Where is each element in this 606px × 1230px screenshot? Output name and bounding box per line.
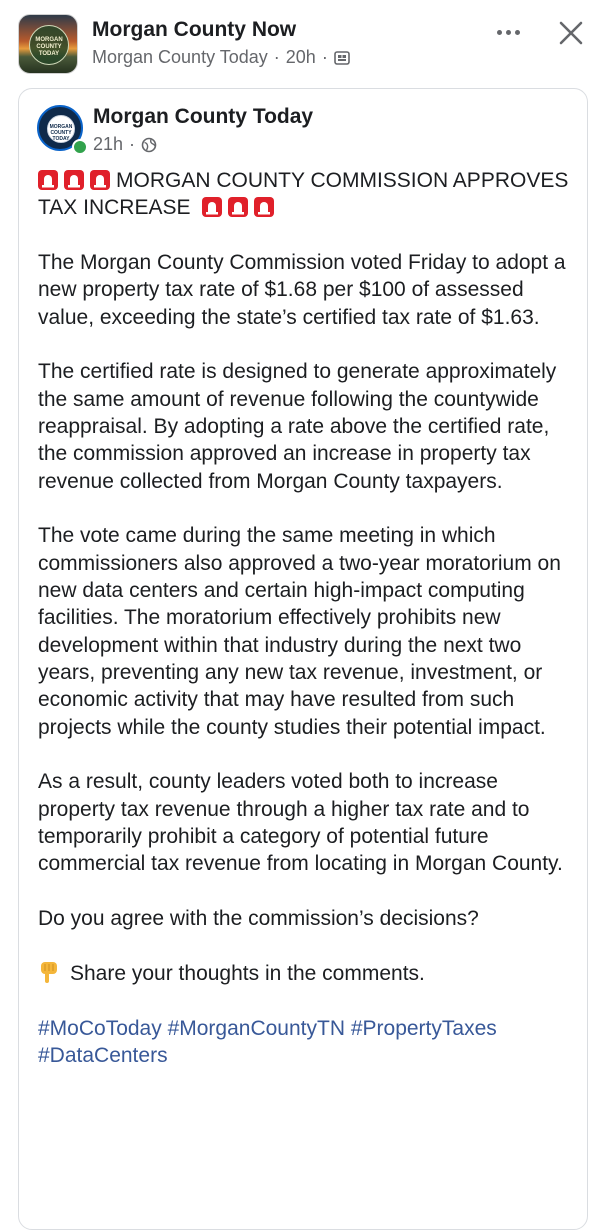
page-avatar[interactable] [18, 14, 78, 74]
shared-post-card[interactable] [18, 88, 588, 1230]
police-siren-icon [202, 197, 222, 217]
post-time[interactable]: 20h [285, 47, 316, 67]
post-headline [38, 167, 573, 222]
meta-separator: · [321, 47, 328, 67]
post-meta [92, 47, 350, 68]
hashtag-link[interactable]: #MoCoToday [38, 1016, 162, 1040]
more-dot [506, 30, 511, 35]
globe-icon[interactable] [141, 137, 157, 153]
avatar-seal [47, 115, 75, 143]
author-meta [93, 134, 157, 155]
meta-separator: · [273, 47, 280, 67]
hashtag-link[interactable]: #MorganCountyTN [167, 1016, 345, 1040]
avatar-badge [29, 25, 69, 65]
hashtag-link[interactable]: #PropertyTaxes [350, 1016, 497, 1040]
meta-separator: · [129, 134, 136, 154]
avatar-seal-text: MORGAN COUNTY TODAY [49, 124, 73, 142]
cta-text: Share your thoughts in the comments. [70, 961, 425, 985]
post-call-to-action [38, 960, 573, 987]
author-name[interactable]: Morgan County Today [93, 105, 314, 128]
police-siren-icon [254, 197, 274, 217]
police-siren-icon [90, 170, 110, 190]
more-dot [515, 30, 520, 35]
avatar-badge-text: MORGAN COUNTY TODAY [35, 37, 63, 57]
post-paragraph: The vote came during the same meeting in which commissioners also approved a two-year moratorium on new data centers and certain high-impact computing facilities. The moratorium effectively prohibits new development within that industry during the next two years, preventing any new tax revenue, investment, or economic activity that may have resulted from such projects while the county studies their potential impact. [38, 524, 561, 739]
post-paragraph: The certified rate is designed to generate approximately the same amount of revenue following the countywide reappraisal. By adopting a rate above the certified rate, the commission approved an increase in property tax revenue collected from Morgan County taxpayers. [38, 360, 557, 493]
police-siren-icon [228, 197, 248, 217]
more-options-button[interactable] [488, 18, 528, 46]
post-paragraph: As a result, county leaders voted both to increase property tax revenue through a higher tax rate and to temporarily prohibit a category of potential future commercial tax revenue from locating in Morgan County. [38, 770, 563, 876]
police-siren-icon [64, 170, 84, 190]
headline-text: MORGAN COUNTY COMMISSION APPROVES TAX INCREASE [38, 169, 569, 220]
page-audience-icon[interactable] [334, 50, 350, 66]
police-siren-icon [38, 170, 58, 190]
source-name[interactable]: Morgan County Today [92, 47, 268, 67]
hashtag-link[interactable]: #DataCenters [38, 1043, 168, 1067]
post-time[interactable]: 21h [93, 134, 124, 154]
online-status-dot [72, 139, 88, 155]
more-dot [497, 30, 502, 35]
post-paragraph: The Morgan County Commission voted Friday to adopt a new property tax rate of $1.68 per $100 of assessed value, exceeding the state’s certified tax rate of $1.63. [38, 251, 566, 329]
post-question: Do you agree with the commission’s decisions? [38, 907, 479, 931]
page-name[interactable]: Morgan County Now [92, 18, 297, 41]
pointing-down-hand-icon [38, 960, 60, 984]
post-body [38, 167, 573, 1097]
close-icon[interactable] [554, 16, 588, 50]
hashtag-list [38, 1015, 573, 1070]
shared-post-header [0, 0, 606, 80]
